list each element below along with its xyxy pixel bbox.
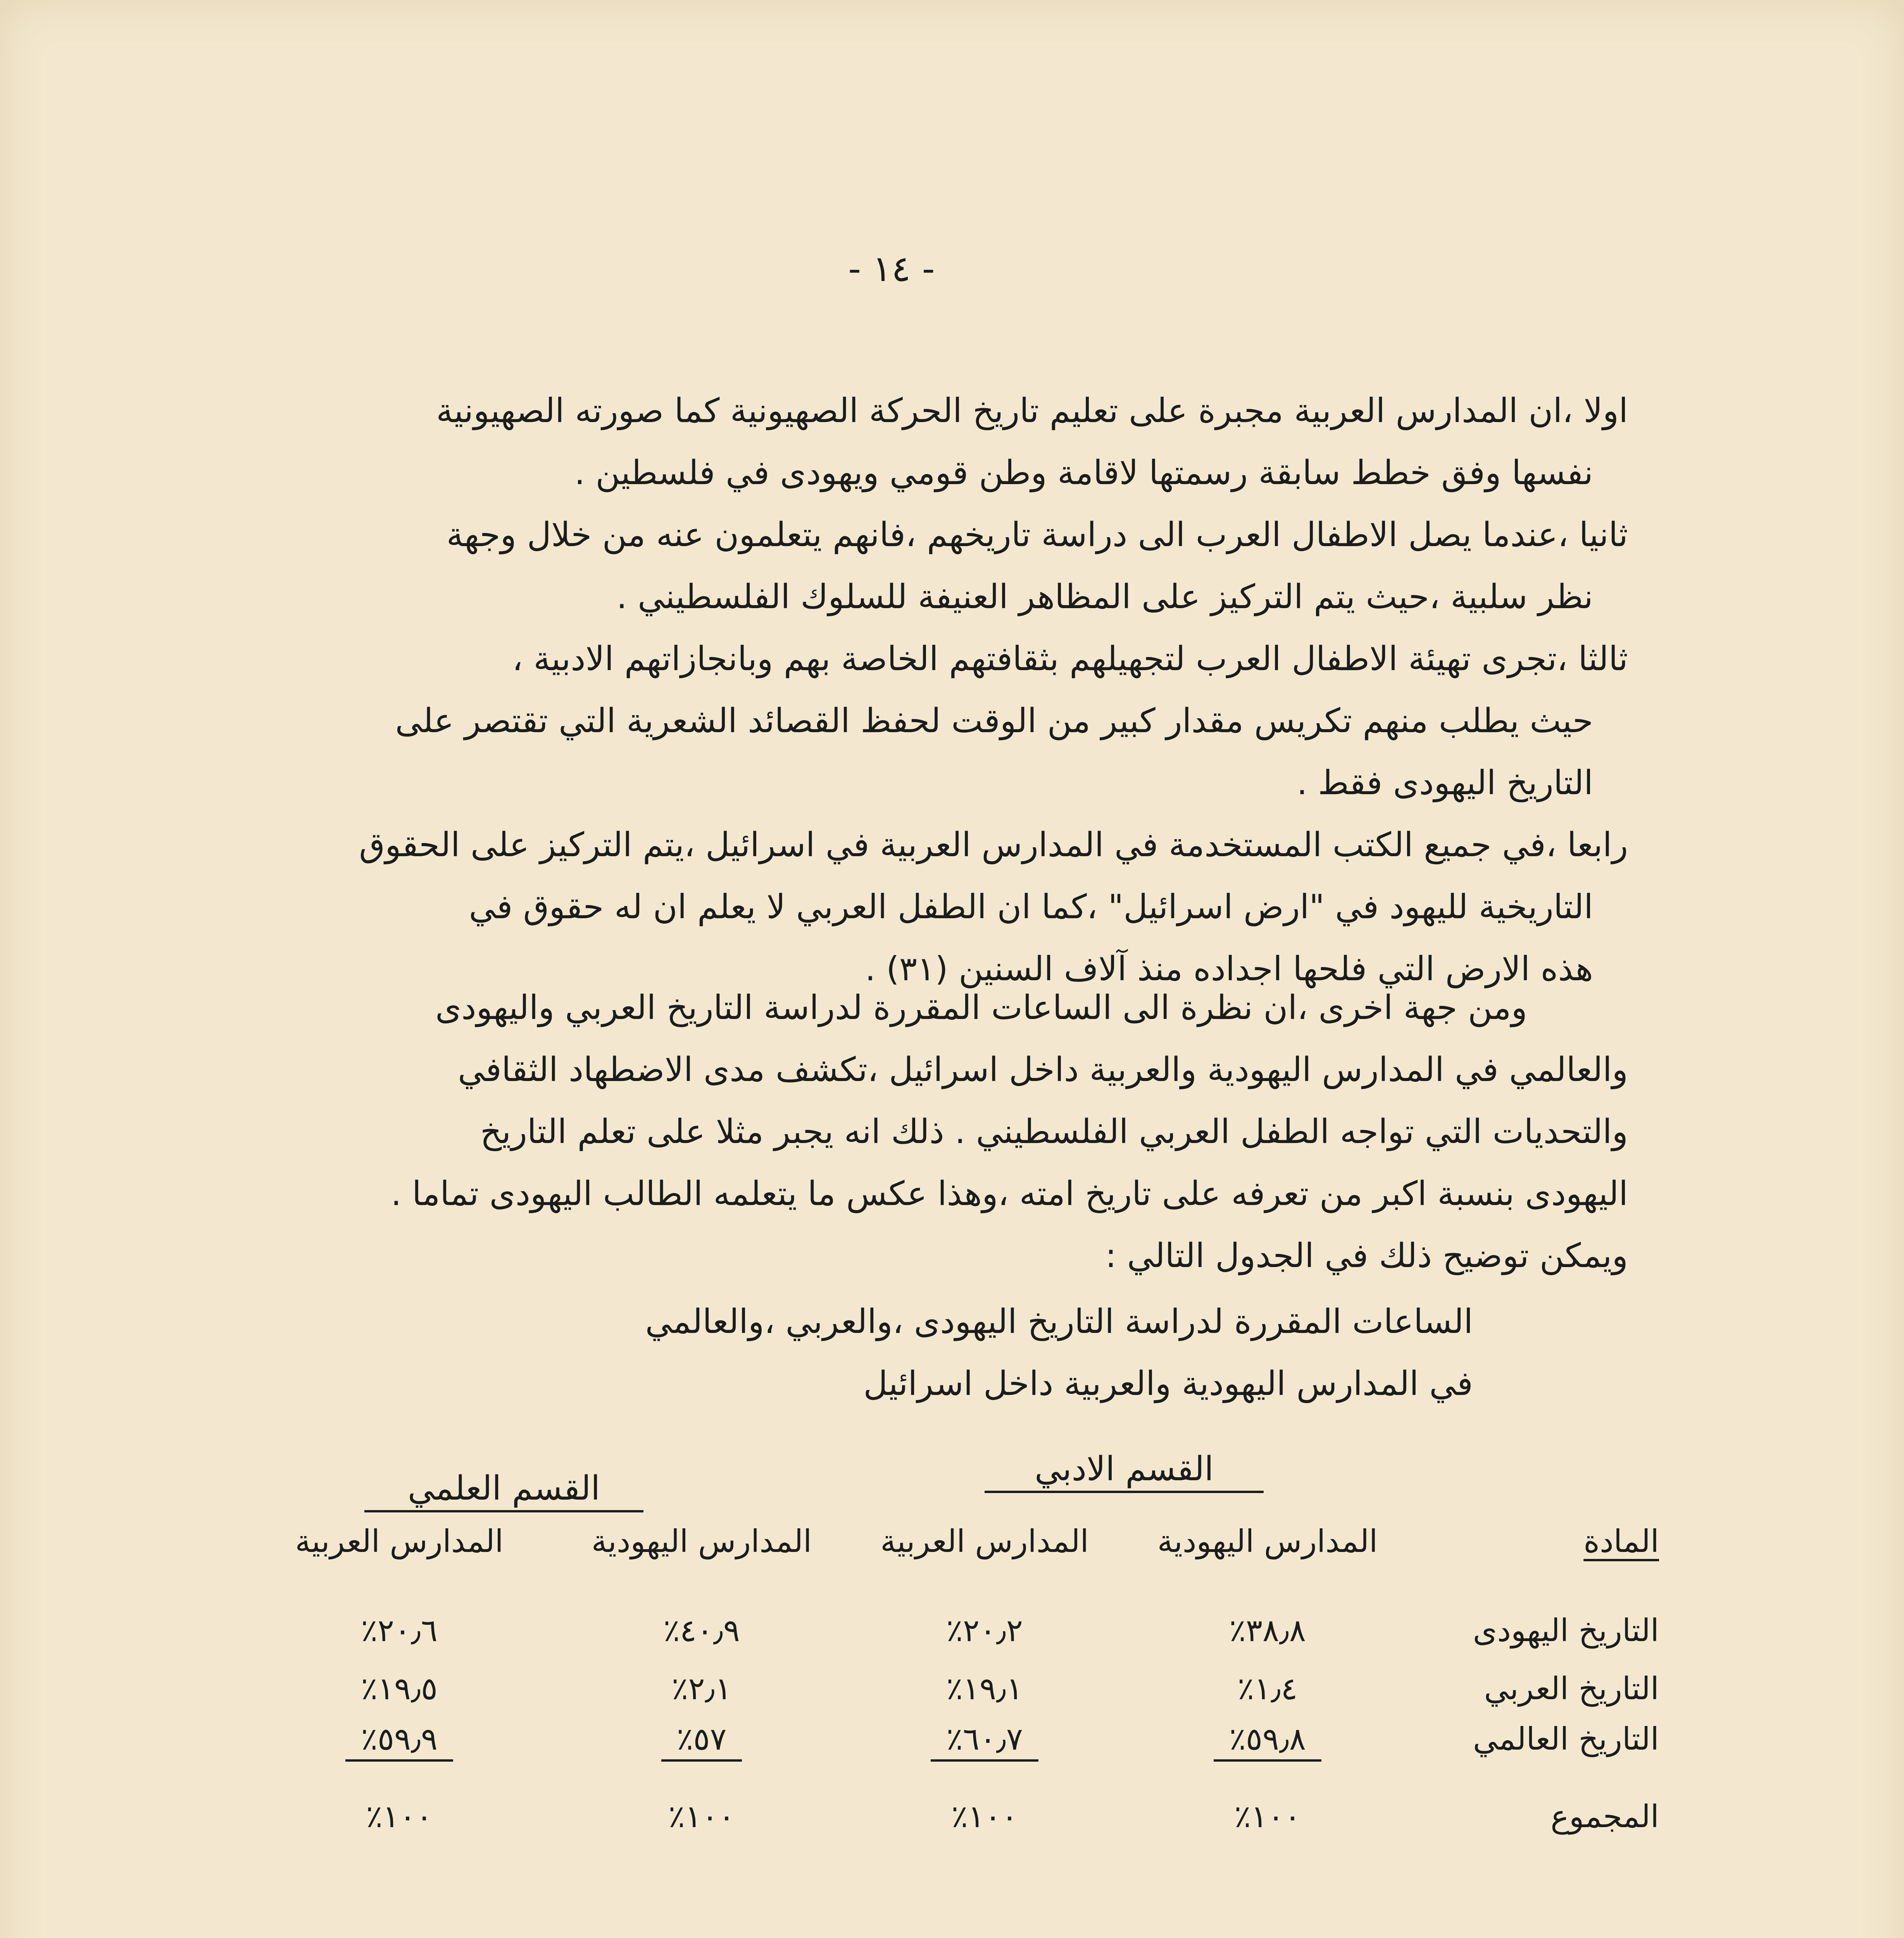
hours-table [147,1450,1659,1895]
row-subject: التاريخ العربي [1484,1671,1659,1707]
table-cell: ٢٠٫٦٪ [361,1612,438,1648]
table-cell: ٥٩٫٨٪ [1214,1721,1321,1762]
text-line: اليهودى بنسبة اكبر من تعرفه على تاريخ امته ،وهذا عكس ما يتعلمه الطالب اليهودى تماما . [391,1174,1628,1213]
text-line: التاريخية لليهود في "ارض اسرائيل" ،كما ان الطفل العربي لا يعلم ان له حقوق في [469,888,1593,926]
text-line: ويمكن توضيح ذلك في الجدول التالي : [1105,1236,1628,1275]
header-col: المدارس اليهودية [591,1523,812,1559]
row-subject: التاريخ اليهودى [1473,1612,1659,1648]
table-cell: ١٩٫١٪ [946,1671,1023,1707]
text-line [128,1934,1640,1938]
table-cell: ١٠٠٪ [668,1798,735,1835]
text-line: رابعا ،في جميع الكتب المستخدمة في المدارس العربية في اسرائيل ،يتم التركيز على الحقوق [359,826,1628,864]
table-header-row [147,1523,1659,1578]
header-subject: المادة [1583,1523,1659,1559]
row-subject: المجموع [1550,1798,1659,1835]
section-literary-heading: القسم الادبي [985,1450,1264,1493]
page-number: - ١٤ - [848,248,935,290]
table-cell: ٥٩٫٩٪ [345,1721,453,1762]
paragraph-points [194,380,1628,1000]
text-line: التاريخ اليهودى فقط . [1297,764,1593,802]
table-caption [465,1291,1473,1415]
table-cell: ٤٠٫٩٪ [663,1612,740,1648]
text-line: حيث يطلب منهم تكريس مقدار كبير من الوقت لحفظ القصائد الشعرية التي تقتصر على [395,702,1593,740]
header-col: المدارس اليهودية [1157,1523,1378,1559]
paragraph-hebrew-literature [128,1934,1640,1938]
table-cell: ٦٠٫٧٪ [931,1721,1038,1762]
table-cell: ٢٠٫٢٪ [946,1612,1023,1648]
table-cell: ١٠٠٪ [366,1798,433,1835]
table-cell: ٢٫١٪ [671,1671,732,1707]
table-cell: ٥٧٪ [661,1721,742,1762]
header-col: المدارس العربية [295,1523,504,1559]
text-line: نفسها وفق خطط سابقة رسمتها لاقامة وطن قومي ويهودى في فلسطين . [574,453,1593,492]
section-scientific-heading: القسم العلمي [364,1469,643,1512]
paragraph-comparison [194,977,1628,1287]
text-line: ثالثا ،تجرى تهيئة الاطفال العرب لتجهيلهم بثقافتهم الخاصة بهم وبانجازاتهم الادبية ، [512,640,1628,678]
text-line: والتحديات التي تواجه الطفل العربي الفلسطيني . ذلك انه يجبر مثلا على تعلم التاريخ [480,1112,1628,1151]
table-cell: ١٩٫٥٪ [361,1671,438,1707]
table-cell: ١٠٠٪ [1234,1798,1301,1835]
text-line: والعالمي في المدارس اليهودية والعربية داخل اسرائيل ،تكشف مدى الاضطهاد الثقافي [458,1050,1628,1089]
table-cell: ١٠٠٪ [951,1798,1018,1835]
text-line: ثانيا ،عندما يصل الاطفال العرب الى دراسة تاريخهم ،فانهم يتعلمون عنه من خلال وجهة [446,516,1628,554]
caption-line: في المدارس اليهودية والعربية داخل اسرائيل [863,1364,1473,1403]
text-line: نظر سلبية ،حيث يتم التركيز على المظاهر العنيفة للسلوك الفلسطيني . [616,578,1593,616]
text-line: هذه الارض التي فلحها اجداده منذ آلاف السنين (٣١) . [865,950,1593,988]
table-row [147,1671,1659,1725]
text-line: ومن جهة اخرى ،ان نظرة الى الساعات المقررة لدراسة التاريخ العربي واليهودى [435,988,1527,1027]
row-subject: التاريخ العالمي [1473,1721,1659,1757]
table-row [147,1612,1659,1667]
table-row [147,1721,1659,1775]
text-line: اولا ،ان المدارس العربية مجبرة على تعليم تاريخ الحركة الصهيونية كما صورته الصهيونية [436,391,1628,430]
table-cell: ٣٨٫٨٪ [1229,1612,1306,1648]
caption-line: الساعات المقررة لدراسة التاريخ اليهودى ،والعربي ،والعالمي [645,1302,1473,1341]
table-cell: ١٫٤٪ [1237,1671,1298,1707]
header-col: المدارس العربية [880,1523,1089,1559]
table-total-row [147,1798,1659,1853]
